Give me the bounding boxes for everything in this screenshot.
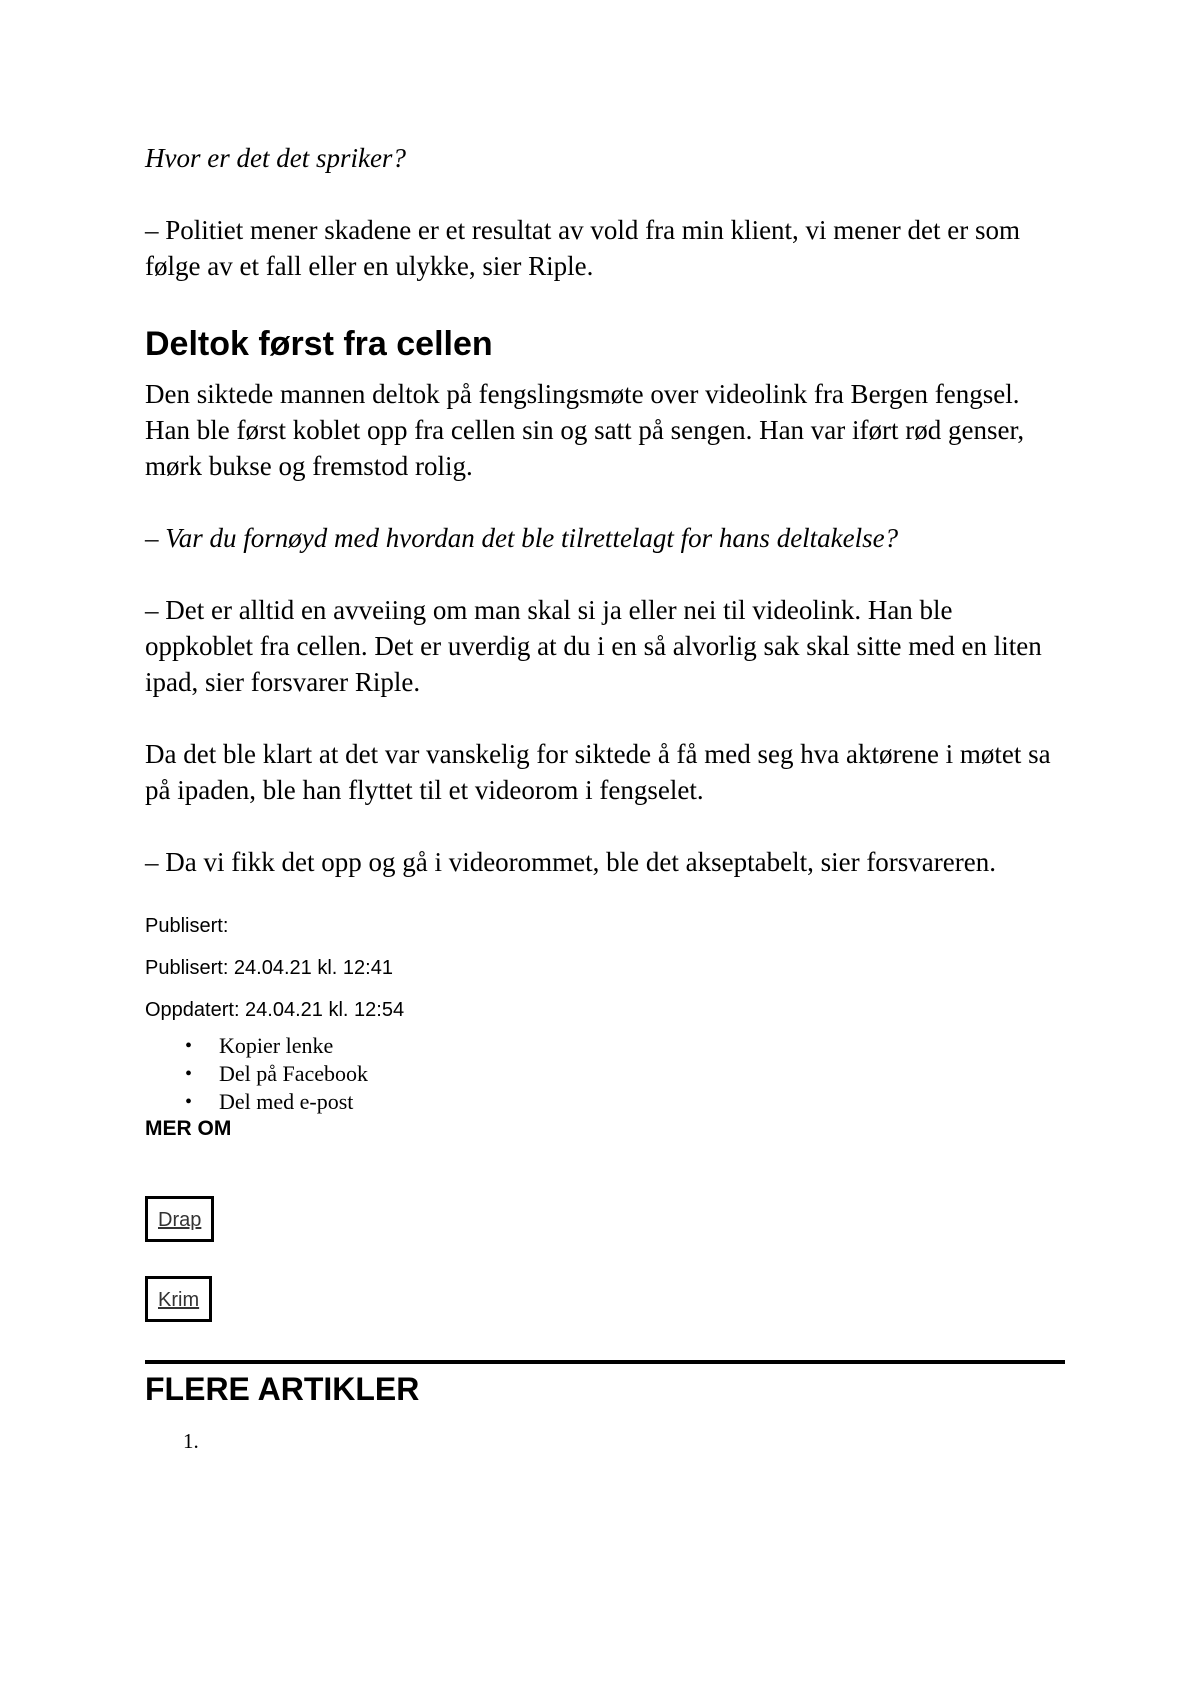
tag-container xyxy=(145,1276,1065,1322)
share-email-label: Del med e-post xyxy=(219,1089,354,1114)
tag-link-krim[interactable]: Krim xyxy=(145,1276,212,1322)
published-timestamp: Publisert: 24.04.21 kl. 12:41 xyxy=(145,957,393,979)
article-page xyxy=(145,140,1065,1454)
published-label: Publisert: xyxy=(145,915,229,937)
bullet-icon: • xyxy=(185,1035,193,1057)
updated-timestamp: Oppdatert: 24.04.21 kl. 12:54 xyxy=(145,999,405,1021)
share-facebook-label: Del på Facebook xyxy=(219,1061,369,1086)
list-item-number: 1. xyxy=(183,1429,199,1453)
section-divider xyxy=(145,1360,1065,1364)
bullet-icon: • xyxy=(185,1063,193,1085)
interview-question: – Var du fornøyd med hvordan det ble tilrettelagt for hans deltakelse? xyxy=(145,523,899,553)
tag-link-drap[interactable]: Drap xyxy=(145,1196,214,1242)
interview-answer: – Politiet mener skadene er et resultat av vold fra min klient, vi mener det er som følge av et fall eller en ulykke, sier Riple. xyxy=(145,215,1020,281)
share-facebook[interactable] xyxy=(185,1060,1065,1088)
more-articles-heading: FLERE ARTIKLER xyxy=(145,1371,420,1407)
article-paragraph: Da det ble klart at det var vanskelig for siktede å få med seg hva aktørene i møtet sa på ipaden, ble han flyttet til et videorom i fengselet. xyxy=(145,739,1051,805)
bullet-icon: • xyxy=(185,1091,193,1113)
article-paragraph: Den siktede mannen deltok på fengslingsmøte over videolink fra Bergen fengsel. Han ble først koblet opp fra cellen sin og satt på sengen. Han var iført rød genser, mørk bukse og fremstod rolig. xyxy=(145,379,1025,481)
tag-container xyxy=(145,1196,1065,1242)
interview-answer: – Det er alltid en avveiing om man skal si ja eller nei til videolink. Han ble oppkoblet fra cellen. Det er uverdig at du i en så alvorlig sak skal sitte med en liten ipad, sier forsvarer Riple. xyxy=(145,595,1042,697)
interview-answer: – Da vi fikk det opp og gå i videorommet, ble det akseptabelt, sier forsvareren. xyxy=(145,847,996,877)
more-about-heading: MER OM xyxy=(145,1117,232,1140)
share-copy-link[interactable] xyxy=(185,1032,1065,1060)
share-list xyxy=(145,1032,1065,1116)
section-subheading: Deltok først fra cellen xyxy=(145,325,493,363)
share-email[interactable] xyxy=(185,1088,1065,1116)
interview-question: Hvor er det det spriker? xyxy=(145,143,406,173)
share-copy-link-label: Kopier lenke xyxy=(219,1033,334,1058)
